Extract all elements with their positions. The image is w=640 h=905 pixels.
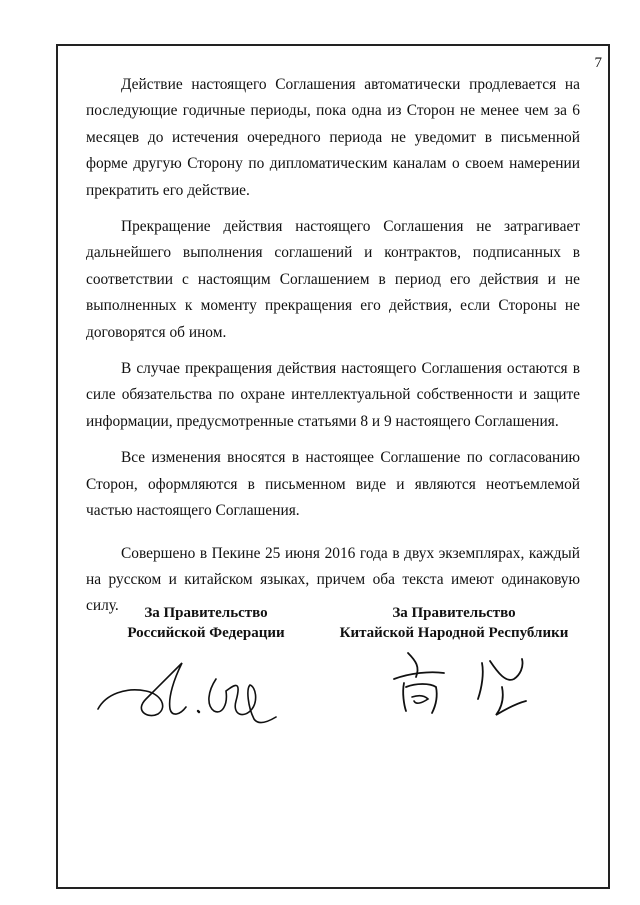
signature-russia	[86, 639, 296, 729]
paragraph-auto-extension: Действие настоящего Соглашения автоматически продлевается на последующие годичные периоды, пока одна из Сторон не менее чем за 6 месяцев до истечения очередного периода не уведомит в письменной форме другую Сторону по дипломатическим каналам о своем намерении прекратить его действие.	[86, 76, 580, 199]
paragraph-amendments: Все изменения вносятся в настоящее Соглашение по согласованию Сторон, оформляются в письменном виде и являются неотъемлемой частью настоящего Соглашения.	[86, 449, 580, 520]
agreement-body	[86, 72, 580, 630]
signatory-russia-line1: За Правительство	[144, 605, 268, 621]
signature-china	[386, 643, 556, 723]
signatory-russia-line2: Российской Федерации	[127, 625, 285, 641]
signature-section	[86, 603, 580, 733]
signatory-russia	[86, 603, 326, 643]
page-number: 7	[594, 55, 602, 71]
paragraph-termination-effect: Прекращение действия настоящего Соглашения не затрагивает дальнейшего выполнения соглашений и контрактов, подписанных в соответствии с настоящим Соглашением в период его действия и не выполненных к моменту прекращения его действия, если Стороны не договорятся об ином.	[86, 218, 580, 341]
signatory-china	[328, 603, 580, 643]
paragraph-surviving-obligations: В случае прекращения действия настоящего Соглашения остаются в силе обязательства по охране интеллектуальной собственности и защите информации, предусмотренные статьями 8 и 9 настоящего Соглашения.	[86, 360, 580, 430]
signatory-china-line2: Китайской Народной Республики	[339, 625, 569, 641]
paragraph-done-at: Совершено в Пекине 25 июня 2016 года в двух экземплярах, каждый на русском и китайском языках, причем оба текста имеют одинаковую силу.	[86, 544, 580, 615]
signatory-china-line1: За Правительство	[392, 605, 516, 621]
